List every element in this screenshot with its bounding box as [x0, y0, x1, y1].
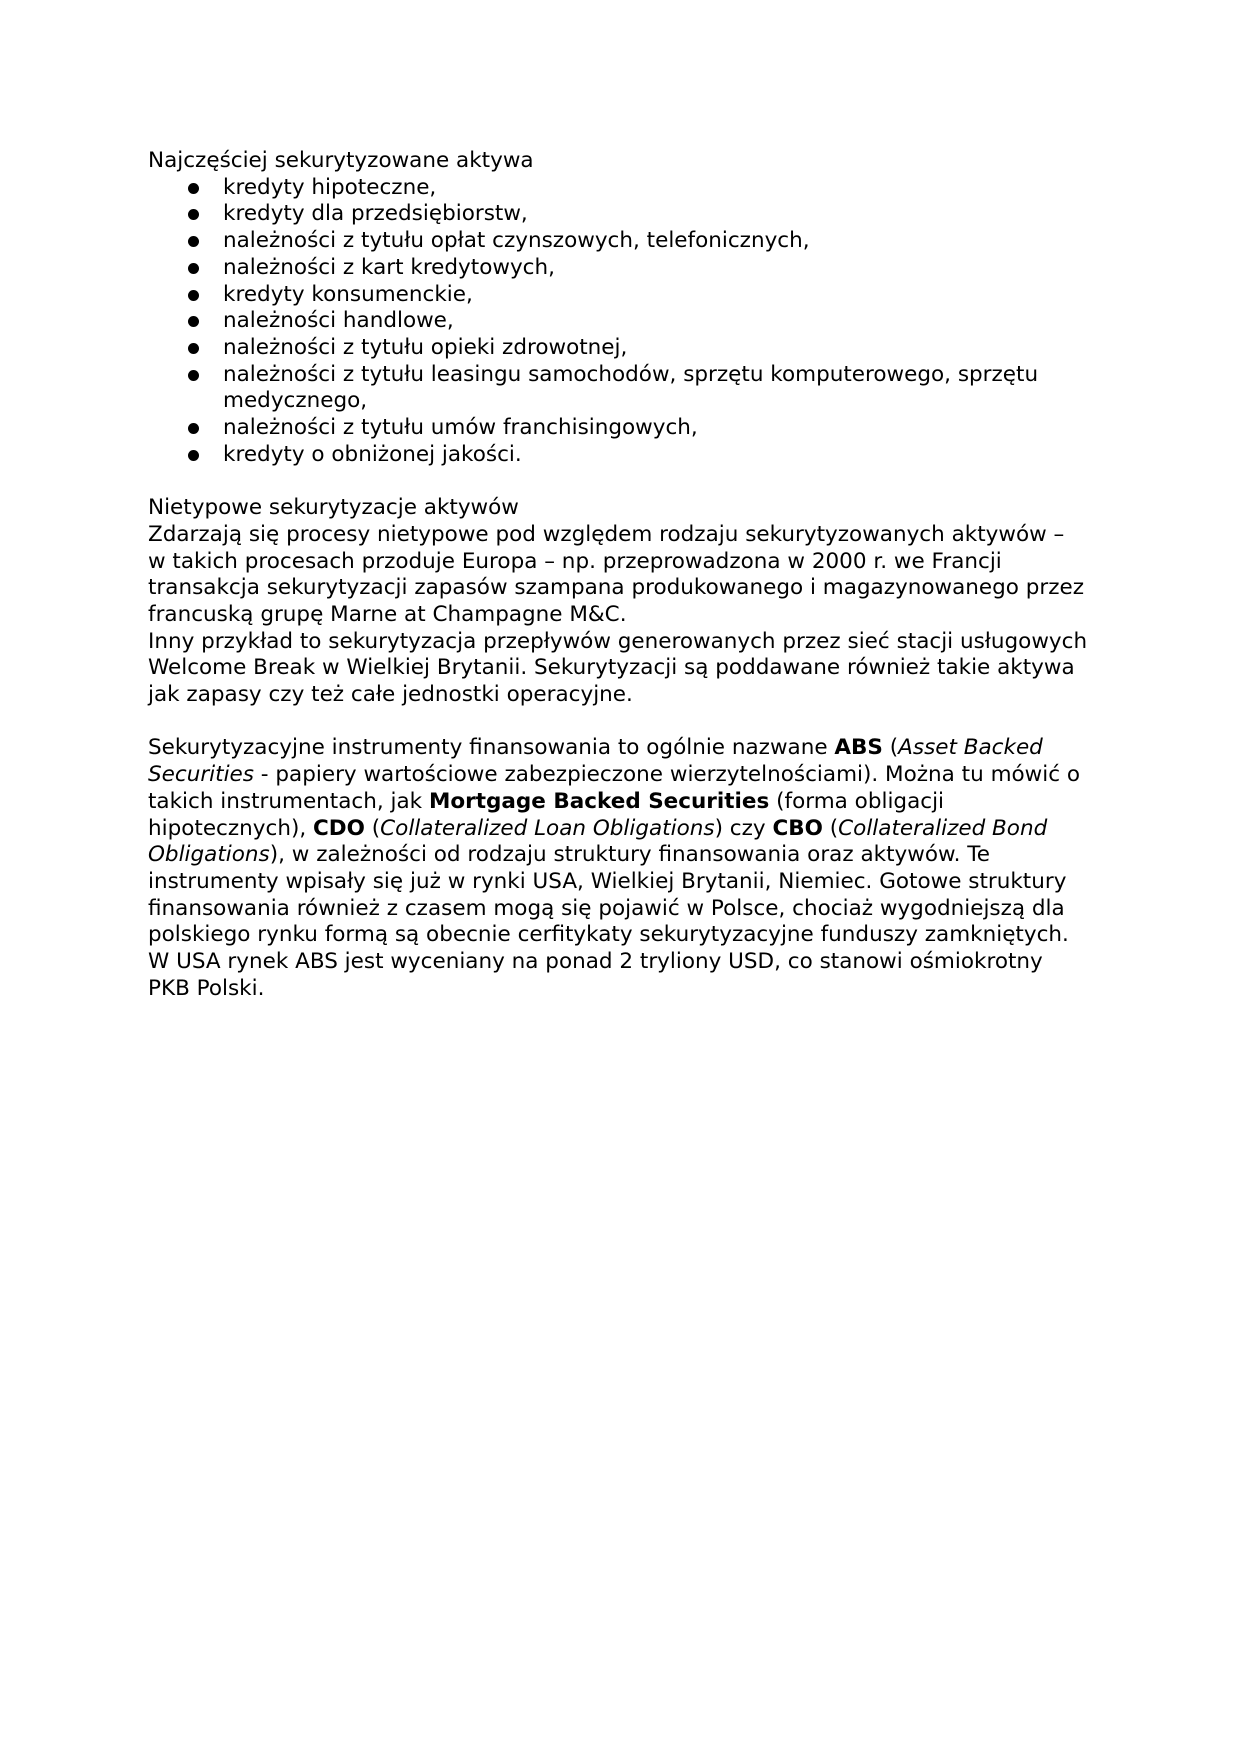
list-item	[148, 335, 1088, 362]
list-item-text: kredyty hipoteczne,	[223, 174, 437, 200]
list-item-text: należności z tytułu leasingu samochodów, sprzętu komputerowego, sprzętu medycznego,	[223, 361, 1039, 414]
list-item	[148, 362, 1088, 415]
list-item-text: kredyty dla przedsiębiorstw,	[223, 201, 528, 227]
abs-text: - papiery wartościowe zabezpieczone wierzytelnościami). Można tu mówić o takich instrumentach, jak	[148, 762, 1081, 814]
atypical-paragraph-2: Inny przykład to sekurytyzacja przepływów generowanych przez sieć stacji usługowych Welcome Break w Wielkiej Brytanii. Sekurytyzacji są poddawane również takie aktywa jak zapasy czy też całe jednostki operacyjne.	[148, 628, 1088, 708]
list-item-text: należności z kart kredytowych,	[223, 254, 555, 280]
cbo-full-term: Collateralized Bond Obligations	[148, 815, 1048, 868]
atypical-heading: Nietypowe sekurytyzacje aktywów	[148, 495, 519, 521]
list-item	[148, 308, 1088, 335]
assets-list	[148, 175, 1088, 469]
abs-text: (	[882, 735, 899, 761]
bullet-icon	[188, 209, 199, 220]
list-item-text: kredyty o obniżonej jakości.	[223, 441, 522, 467]
list-item-text: kredyty konsumenckie,	[223, 281, 473, 307]
paragraph-gap	[148, 468, 1088, 495]
list-item	[148, 175, 1088, 202]
abs-term: ABS	[834, 735, 883, 761]
abs-text: ), w zależności od rodzaju struktury finansowania oraz aktywów. Te instrumenty wpisały się już w rynki USA, Wielkiej Brytanii, Niemiec. Gotowe struktury finansowania również z czasem mogą się pojawić w Polsce, chociaż wygodniejszą dla polskiego rynku formą są obecnie cerfitykaty sekurytyzacyjne funduszy zamkniętych. W USA rynek ABS jest wyceniany na ponad 2 tryliony USD, co stanowi ośmiokrotny PKB Polski.	[148, 842, 1069, 1001]
list-item	[148, 255, 1088, 282]
bullet-icon	[188, 450, 199, 461]
abs-text: ) czy	[714, 815, 773, 841]
bullet-icon	[188, 370, 199, 381]
cbo-term: CBO	[772, 815, 823, 841]
mbs-term: Mortgage Backed Securities	[428, 788, 770, 814]
list-item-text: należności z tytułu opieki zdrowotnej,	[223, 334, 628, 360]
abs-text: Sekurytyzacyjne instrumenty finansowania to ogólnie nazwane	[148, 735, 835, 761]
list-item-text: należności z tytułu opłat czynszowych, telefonicznych,	[223, 228, 810, 254]
bullet-icon	[188, 423, 199, 434]
list-item-text: należności z tytułu umów franchisingowych,	[223, 415, 698, 441]
list-item	[148, 201, 1088, 228]
bullet-icon	[188, 236, 199, 247]
bullet-icon	[188, 263, 199, 274]
abs-text: (forma obligacji hipotecznych),	[148, 788, 945, 841]
document-body	[148, 148, 1088, 1002]
atypical-paragraph-1: Zdarzają się procesy nietypowe pod względem rodzaju sekurytyzowanych aktywów – w takich procesach przoduje Europa – np. przeprowadzona w 2000 r. we Francji transakcja sekurytyzacji zapasów szampana produkowanego i magazynowanego przez francuską grupę Marne at Champagne M&C.	[148, 521, 1085, 627]
abs-paragraph	[148, 735, 1088, 1002]
list-item	[148, 442, 1088, 469]
bullet-icon	[188, 343, 199, 354]
list-item	[148, 415, 1088, 442]
abs-full-term: Asset Backed Securities	[148, 735, 1043, 788]
list-item	[148, 282, 1088, 309]
bullet-icon	[188, 316, 199, 327]
bullet-icon	[188, 183, 199, 194]
paragraph-gap	[148, 709, 1088, 736]
cdo-full-term: Collateralized Loan Obligations	[380, 815, 715, 841]
list-item	[148, 228, 1088, 255]
abs-text: (	[364, 815, 381, 841]
bullet-icon	[188, 290, 199, 301]
assets-heading: Najczęściej sekurytyzowane aktywa	[148, 148, 534, 173]
abs-text: (	[822, 815, 839, 841]
cdo-term: CDO	[313, 815, 365, 841]
list-item-text: należności handlowe,	[223, 308, 454, 334]
